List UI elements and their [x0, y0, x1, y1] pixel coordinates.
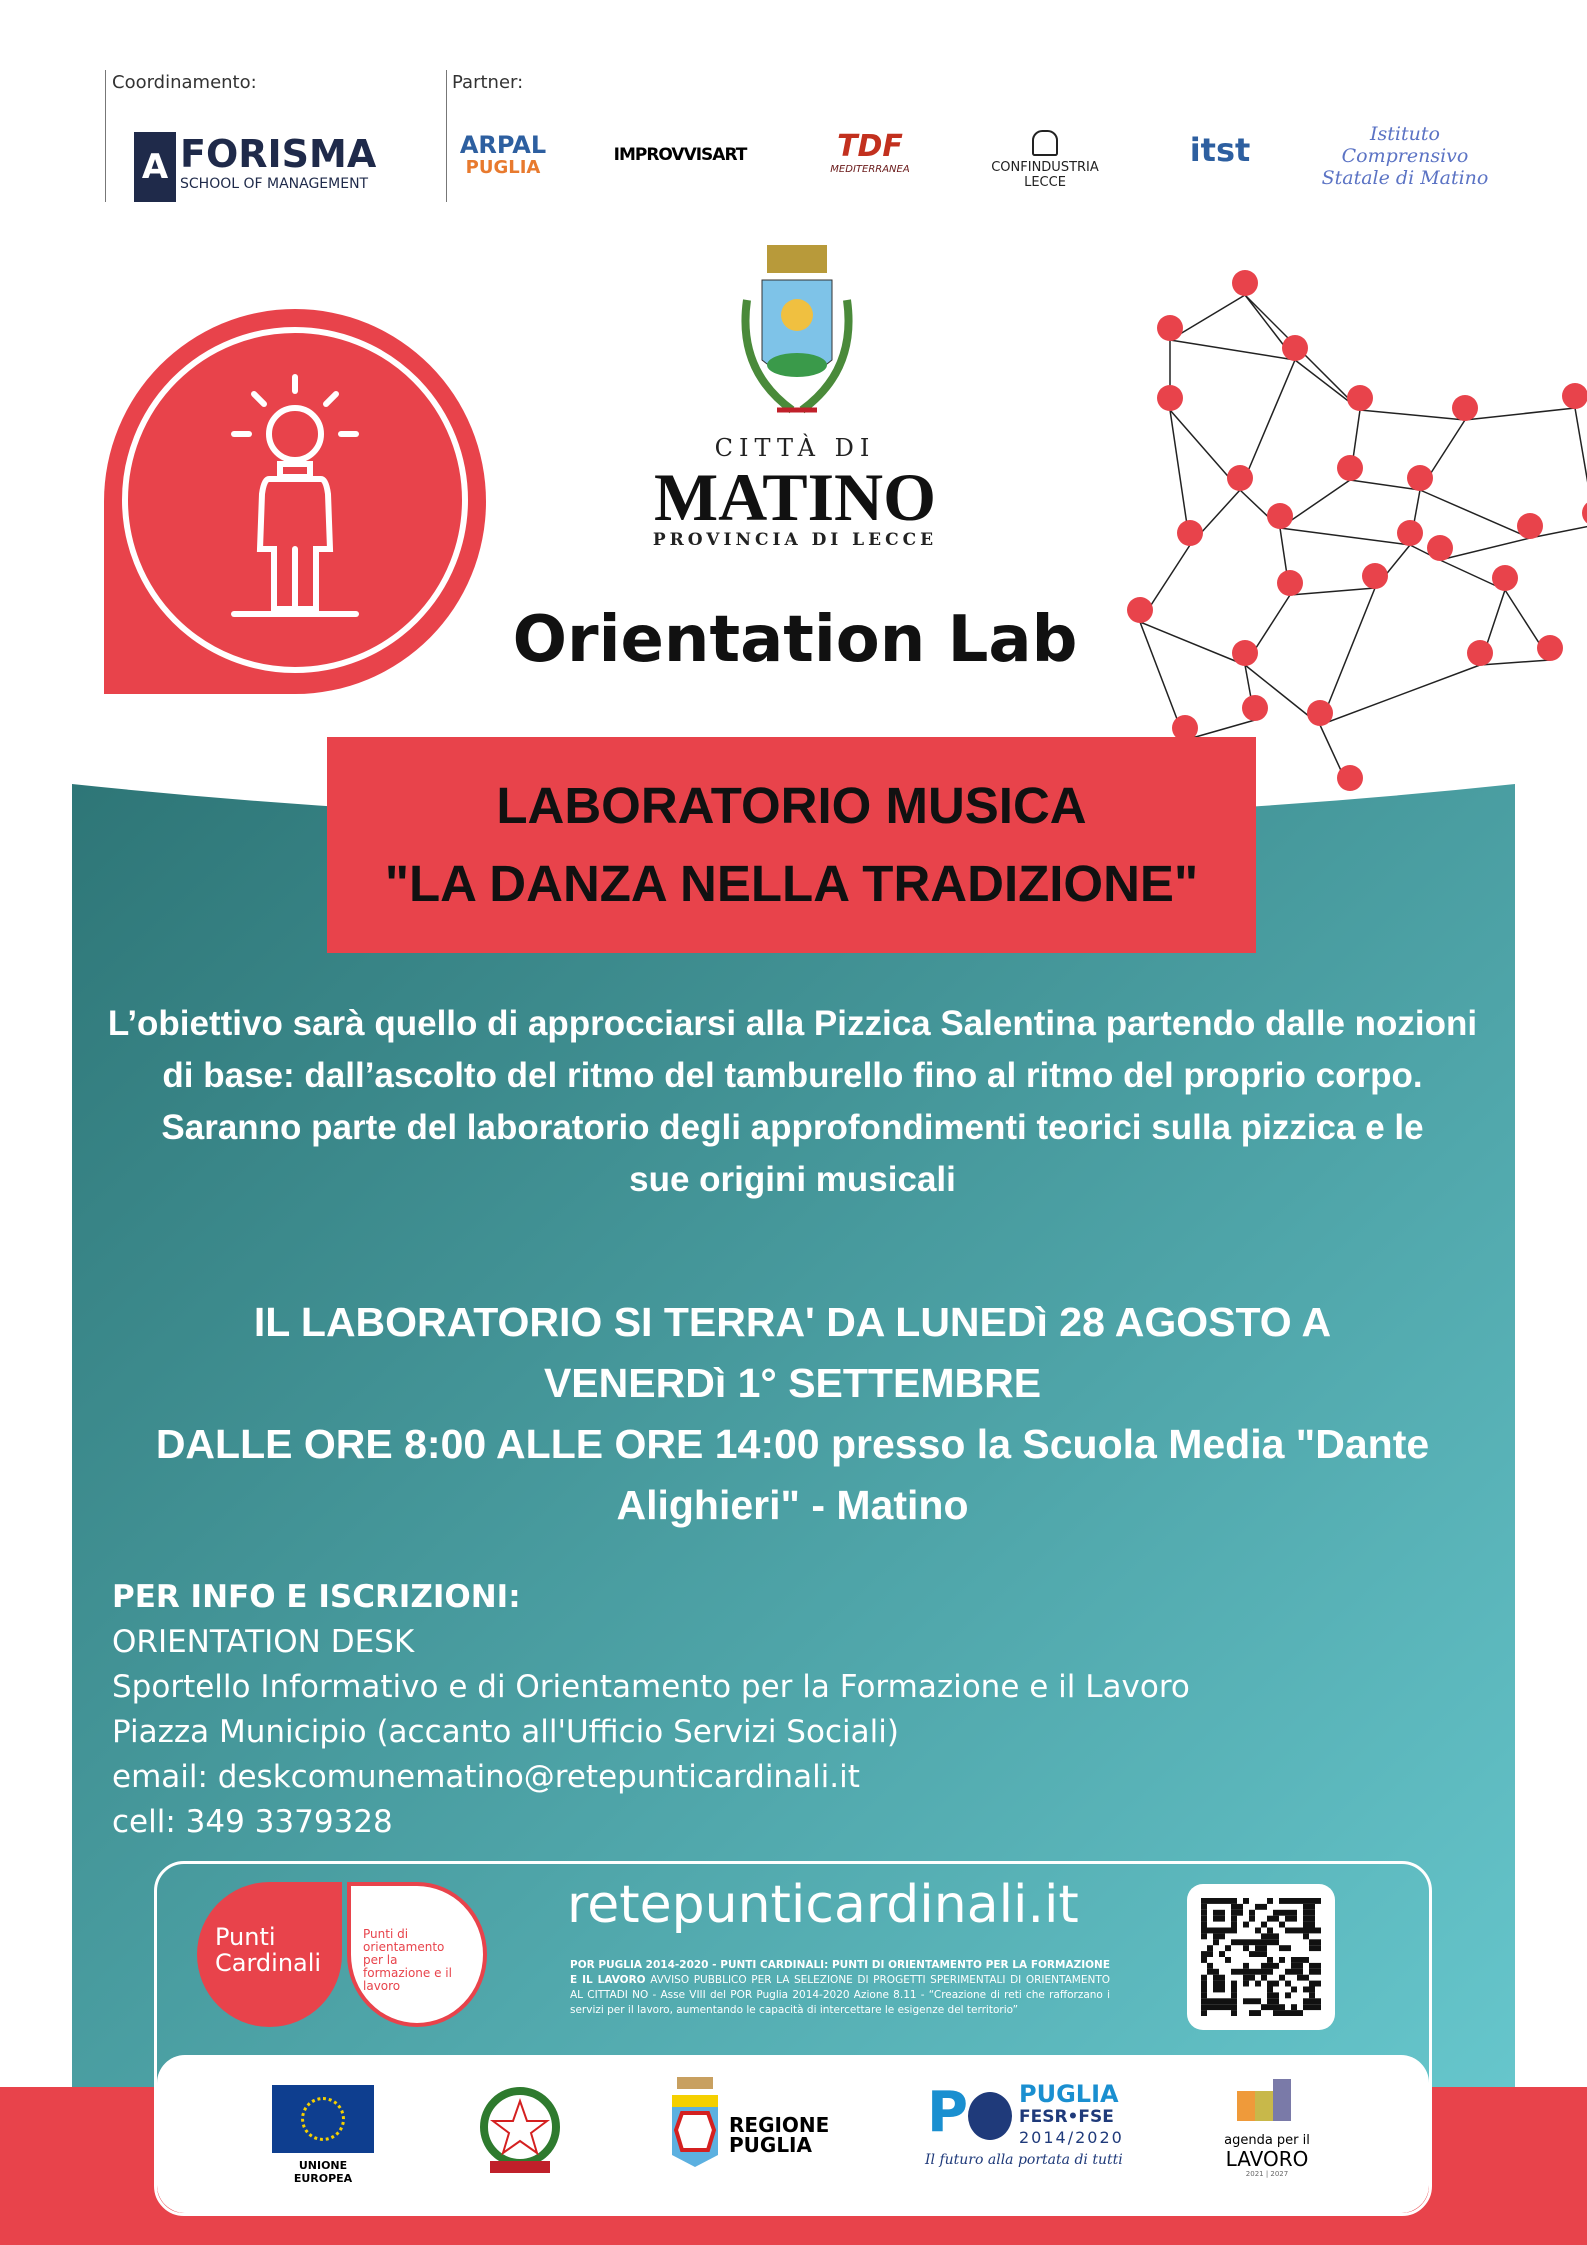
- qr-module: [1261, 1945, 1267, 1951]
- qr-module: [1255, 1981, 1261, 1987]
- network-link: [1170, 340, 1295, 360]
- network-link: [1420, 490, 1530, 538]
- qr-module: [1309, 1922, 1315, 1928]
- event-title-line2: "LA DANZA NELLA TRADIZIONE": [384, 855, 1199, 912]
- qr-module: [1207, 2004, 1213, 2010]
- qr-module: [1249, 1975, 1255, 1981]
- network-pin-icon: [1232, 640, 1258, 666]
- qr-module: [1285, 2010, 1291, 2016]
- qr-module: [1225, 1928, 1231, 1934]
- qr-module: [1213, 1916, 1219, 1922]
- qr-module: [1243, 1939, 1249, 1945]
- qr-module: [1201, 1992, 1207, 1998]
- qr-module: [1225, 1957, 1231, 1963]
- qr-module: [1261, 1939, 1267, 1945]
- qr-module: [1267, 1916, 1273, 1922]
- qr-module: [1231, 2010, 1237, 2016]
- coordination-label: Coordinamento:: [112, 72, 257, 93]
- qr-module: [1213, 2004, 1219, 2010]
- por-years: 2014/2020: [1019, 2128, 1124, 2147]
- qr-module: [1255, 1939, 1261, 1945]
- qr-module: [1279, 1945, 1285, 1951]
- schedule-time-place: DALLE ORE 8:00 ALLE ORE 14:00 presso la Scuola Media "Dante Alighieri" - Matino: [155, 1421, 1430, 1528]
- qr-module: [1297, 2010, 1303, 2016]
- description: [90, 998, 1495, 1206]
- qr-module: [1249, 1939, 1255, 1945]
- por-sub: FESR•FSE: [1019, 2107, 1114, 2127]
- qr-code[interactable]: [1187, 1884, 1335, 2030]
- qr-module: [1303, 1933, 1309, 1939]
- qr-module: [1231, 1910, 1237, 1916]
- network-pin-icon: [1337, 455, 1363, 481]
- qr-module: [1315, 1939, 1321, 1945]
- qr-module: [1219, 1987, 1225, 1993]
- qr-module: [1315, 1963, 1321, 1969]
- qr-module: [1273, 1939, 1279, 1945]
- qr-module: [1291, 1987, 1297, 1993]
- qr-module: [1309, 1981, 1315, 1987]
- qr-module: [1213, 1928, 1219, 1934]
- info-cell: cell: 349 3379328: [112, 1804, 393, 1840]
- qr-module: [1303, 1998, 1309, 2004]
- qr-module: [1249, 1916, 1255, 1922]
- qr-module: [1273, 1992, 1279, 1998]
- info-desk: ORIENTATION DESK: [112, 1624, 415, 1660]
- por-motto: Il futuro alla portata di tutti: [925, 2152, 1123, 2168]
- qr-module: [1279, 2010, 1285, 2016]
- qr-module: [1249, 1910, 1255, 1916]
- qr-module: [1213, 1898, 1219, 1904]
- qr-module: [1237, 1904, 1243, 1910]
- qr-module: [1261, 2004, 1267, 2010]
- qr-module: [1261, 1904, 1267, 1910]
- info-section: [112, 1575, 1190, 1845]
- qr-module: [1225, 1998, 1231, 2004]
- qr-module: [1285, 1981, 1291, 1987]
- qr-module: [1309, 1945, 1315, 1951]
- qr-module: [1207, 1928, 1213, 1934]
- qr-module: [1231, 1904, 1237, 1910]
- punti-cardinali-logo: Punti Cardinali: [197, 1882, 342, 2027]
- punti-cardinali-tagline: Punti di orientamento per la formazione e il lavoro: [347, 1882, 487, 2027]
- qr-module: [1315, 1928, 1321, 1934]
- qr-module: [1249, 2010, 1255, 2016]
- legal-text: POR PUGLIA 2014-2020 - PUNTI CARDINALI: PUNTI DI ORIENTAMENTO PER LA FORMAZIONE E IL LAVORO AVVISO PUBBLICO PER LA SELEZIONE DI PROGETTI SPERIMENTALI DI ORIENTAMENTO AL CITTADI NO - Asse VIII del POR Puglia 2014-2020 Azione 8.11 - “Creazione di reti che rafforzano i servizi per il lavoro, aumentando le capacità di intercettare le esigenze del territorio”: [570, 1959, 1110, 2016]
- network-pin-icon: [1227, 465, 1253, 491]
- qr-module: [1285, 1928, 1291, 1934]
- qr-module: [1213, 1981, 1219, 1987]
- qr-module: [1315, 1998, 1321, 2004]
- qr-module: [1219, 1916, 1225, 1922]
- qr-module: [1291, 1928, 1297, 1934]
- qr-module: [1291, 2004, 1297, 2010]
- qr-module: [1243, 1998, 1249, 2004]
- qr-module: [1303, 2004, 1309, 2010]
- schedule-dates: IL LABORATORIO SI TERRA' DA LUNEDì 28 AGOSTO A VENERDì 1° SETTEMBRE: [253, 1299, 1332, 1406]
- qr-module: [1291, 1916, 1297, 1922]
- qr-module: [1249, 1969, 1255, 1975]
- qr-module: [1213, 1998, 1219, 2004]
- improvvisart-logo: IMPROVVISART: [613, 145, 747, 165]
- qr-module: [1267, 1933, 1273, 1939]
- network-pin-icon: [1127, 597, 1153, 623]
- network-pin-icon: [1582, 500, 1587, 526]
- qr-module: [1219, 1933, 1225, 1939]
- qr-module: [1279, 2004, 1285, 2010]
- qr-module: [1285, 1969, 1291, 1975]
- qr-module: [1201, 2004, 1207, 2010]
- qr-module: [1237, 1969, 1243, 1975]
- eu-flag-icon: [272, 2085, 374, 2153]
- town-label: CITTÀ DI: [714, 434, 876, 462]
- qr-module: [1303, 1904, 1309, 1910]
- qr-module: [1231, 1969, 1237, 1975]
- network-link: [1290, 588, 1375, 595]
- network-pin-icon: [1242, 695, 1268, 721]
- qr-module: [1219, 1951, 1225, 1957]
- network-pin-icon: [1492, 565, 1518, 591]
- qr-module: [1219, 1975, 1225, 1981]
- qr-module: [1267, 2004, 1273, 2010]
- aforisma-logo: A FORISMA SCHOOL OF MANAGEMENT: [134, 132, 376, 202]
- qr-module: [1207, 1998, 1213, 2004]
- qr-module: [1255, 1945, 1261, 1951]
- network-link: [1320, 665, 1480, 725]
- qr-module: [1219, 1910, 1225, 1916]
- network-pin-icon: [1407, 465, 1433, 491]
- regione-puglia-label: REGIONE PUGLIA: [729, 2113, 830, 2157]
- qr-module: [1213, 1933, 1219, 1939]
- qr-module: [1273, 1910, 1279, 1916]
- qr-module: [1297, 1975, 1303, 1981]
- info-heading: PER INFO E ISCRIZIONI:: [112, 1579, 521, 1615]
- qr-module: [1273, 2004, 1279, 2010]
- qr-module: [1267, 1981, 1273, 1987]
- qr-module: [1309, 1992, 1315, 1998]
- qr-module: [1213, 1939, 1219, 1945]
- qr-module: [1309, 1987, 1315, 1993]
- qr-module: [1231, 1998, 1237, 2004]
- qr-module: [1309, 1939, 1315, 1945]
- qr-module: [1231, 1939, 1237, 1945]
- qr-module: [1201, 1957, 1207, 1963]
- network-pin-icon: [1157, 315, 1183, 341]
- qr-module: [1261, 1933, 1267, 1939]
- itst-logo: itst: [1189, 131, 1251, 169]
- qr-module: [1285, 1898, 1291, 1904]
- qr-module: [1303, 1922, 1309, 1928]
- network-pin-icon: [1307, 700, 1333, 726]
- por-title: PUGLIA: [1019, 2080, 1119, 2108]
- qr-module: [1231, 1898, 1237, 1904]
- agenda-lavoro-icon: [1237, 2079, 1295, 2129]
- network-pin-icon: [1427, 535, 1453, 561]
- event-title-box: [327, 737, 1256, 953]
- network-link: [1465, 408, 1575, 420]
- qr-module: [1315, 1981, 1321, 1987]
- qr-module: [1219, 1928, 1225, 1934]
- network-pin-icon: [1452, 395, 1478, 421]
- qr-module: [1255, 1969, 1261, 1975]
- qr-module: [1267, 1987, 1273, 1993]
- lab-title: Orientation Lab: [512, 603, 1078, 677]
- qr-module: [1267, 1957, 1273, 1963]
- qr-module: [1243, 1898, 1249, 1904]
- qr-module: [1207, 1963, 1213, 1969]
- qr-module: [1231, 1916, 1237, 1922]
- qr-module: [1267, 1969, 1273, 1975]
- qr-module: [1309, 1898, 1315, 1904]
- qr-module: [1201, 1922, 1207, 1928]
- qr-module: [1231, 1922, 1237, 1928]
- qr-module: [1243, 1963, 1249, 1969]
- network-pin-icon: [1537, 635, 1563, 661]
- qr-module: [1267, 1998, 1273, 2004]
- network-link: [1360, 410, 1465, 420]
- qr-module: [1267, 1928, 1273, 1934]
- qr-module: [1309, 1910, 1315, 1916]
- qr-module: [1303, 1916, 1309, 1922]
- qr-module: [1279, 1910, 1285, 1916]
- qr-module: [1213, 1910, 1219, 1916]
- network-pin-icon: [1337, 765, 1363, 791]
- qr-module: [1261, 1963, 1267, 1969]
- event-title-line1: LABORATORIO MUSICA: [496, 777, 1087, 834]
- qr-module: [1291, 1898, 1297, 1904]
- qr-module: [1273, 1933, 1279, 1939]
- province-label: PROVINCIA DI LECCE: [652, 530, 938, 550]
- network-pin-icon: [1277, 570, 1303, 596]
- qr-module: [1243, 1981, 1249, 1987]
- network-link: [1140, 622, 1245, 665]
- qr-module: [1225, 1945, 1231, 1951]
- qr-module: [1219, 1998, 1225, 2004]
- qr-module: [1201, 1904, 1207, 1910]
- qr-module: [1213, 1987, 1219, 1993]
- qr-module: [1207, 1969, 1213, 1975]
- arpal-logo: ARPAL PUGLIA: [459, 130, 547, 178]
- qr-module: [1231, 1981, 1237, 1987]
- qr-module: [1309, 1998, 1315, 2004]
- qr-module: [1201, 1916, 1207, 1922]
- regione-puglia-crest-icon: [667, 2075, 723, 2170]
- qr-module: [1201, 1981, 1207, 1987]
- qr-module: [1201, 1987, 1207, 1993]
- por-logo-icon: P: [927, 2085, 1012, 2141]
- qr-module: [1291, 1910, 1297, 1916]
- qr-module: [1303, 1898, 1309, 1904]
- qr-module: [1273, 2010, 1279, 2016]
- qr-module: [1201, 1928, 1207, 1934]
- qr-module: [1279, 1898, 1285, 1904]
- qr-module: [1201, 1975, 1207, 1981]
- qr-module: [1255, 1928, 1261, 1934]
- qr-module: [1303, 1928, 1309, 1934]
- qr-module: [1285, 1992, 1291, 1998]
- tdf-logo: TDF MEDITERRANEA: [830, 129, 910, 175]
- qr-module: [1201, 1933, 1207, 1939]
- network-graphic: [1110, 270, 1587, 810]
- qr-module: [1201, 1910, 1207, 1916]
- qr-module: [1267, 1939, 1273, 1945]
- qr-module: [1273, 1963, 1279, 1969]
- network-pin-icon: [1562, 383, 1587, 409]
- qr-module: [1291, 1957, 1297, 1963]
- description-p1: L’obiettivo sarà quello di approcciarsi alla Pizzica Salentina partendo dalle nozioni di base: dall’ascolto del ritmo del tamburello fino al ritmo del proprio corpo.: [107, 1004, 1478, 1095]
- qr-module: [1243, 1975, 1249, 1981]
- info-office: Sportello Informativo e di Orientamento per la Formazione e il Lavoro: [112, 1669, 1190, 1705]
- qr-module: [1231, 1987, 1237, 1993]
- website-link[interactable]: retepunticardinali.it: [567, 1875, 1079, 1935]
- qr-module: [1285, 1945, 1291, 1951]
- qr-module: [1219, 1981, 1225, 1987]
- qr-module: [1291, 1963, 1297, 1969]
- qr-module: [1207, 1898, 1213, 1904]
- qr-module: [1309, 1963, 1315, 1969]
- qr-module: [1201, 1898, 1207, 1904]
- qr-module: [1309, 1969, 1315, 1975]
- town-name: MATINO: [653, 459, 937, 535]
- network-pin-icon: [1157, 385, 1183, 411]
- qr-module: [1315, 1945, 1321, 1951]
- qr-module: [1225, 2004, 1231, 2010]
- qr-module: [1231, 2004, 1237, 2010]
- qr-module: [1309, 1916, 1315, 1922]
- qr-module: [1273, 1981, 1279, 1987]
- qr-module: [1255, 1998, 1261, 2004]
- qr-module: [1303, 1975, 1309, 1981]
- qr-module: [1249, 1998, 1255, 2004]
- network-pin-icon: [1177, 520, 1203, 546]
- qr-module: [1273, 1916, 1279, 1922]
- footer-box: [154, 1861, 1432, 2216]
- qr-module: [1201, 1951, 1207, 1957]
- info-address: Piazza Municipio (accanto all'Ufficio Servizi Sociali): [112, 1714, 899, 1750]
- qr-module: [1273, 1998, 1279, 2004]
- qr-module: [1267, 1992, 1273, 1998]
- qr-module: [1297, 1898, 1303, 1904]
- qr-module: [1297, 1963, 1303, 1969]
- qr-module: [1237, 1910, 1243, 1916]
- description-p2: Saranno parte del laboratorio degli approfondimenti teorici sulla pizzica e le sue origini musicali: [161, 1108, 1424, 1199]
- qr-module: [1297, 1957, 1303, 1963]
- qr-module: [1291, 1969, 1297, 1975]
- qr-module: [1315, 1969, 1321, 1975]
- qr-module: [1309, 1904, 1315, 1910]
- qr-module: [1303, 1957, 1309, 1963]
- qr-module: [1279, 1975, 1285, 1981]
- network-pin-icon: [1362, 563, 1388, 589]
- qr-module: [1219, 2004, 1225, 2010]
- qr-module: [1255, 1951, 1261, 1957]
- network-pin-icon: [1467, 640, 1493, 666]
- qr-module: [1207, 1945, 1213, 1951]
- qr-module: [1261, 1975, 1267, 1981]
- qr-module: [1261, 1969, 1267, 1975]
- network-pin-icon: [1397, 520, 1423, 546]
- qr-module: [1309, 2004, 1315, 2010]
- qr-module: [1309, 1928, 1315, 1934]
- network-link: [1480, 660, 1550, 665]
- qr-module: [1261, 1922, 1267, 1928]
- qr-module: [1285, 1916, 1291, 1922]
- agenda-lavoro-label: agenda per il LAVORO 2021 | 2027: [1224, 2133, 1310, 2178]
- qr-module: [1225, 1898, 1231, 1904]
- partner-label: Partner:: [452, 72, 524, 93]
- qr-module: [1201, 1998, 1207, 2004]
- qr-module: [1267, 1898, 1273, 1904]
- qr-module: [1303, 1987, 1309, 1993]
- network-link: [1440, 538, 1530, 560]
- qr-module: [1267, 1963, 1273, 1969]
- network-link: [1280, 528, 1410, 545]
- qr-module: [1297, 1928, 1303, 1934]
- istituto-logo: Istituto Comprensivo Statale di Matino: [1321, 123, 1489, 189]
- network-pin-icon: [1232, 270, 1258, 296]
- network-pin-icon: [1282, 335, 1308, 361]
- qr-module: [1285, 1910, 1291, 1916]
- qr-module: [1243, 1945, 1249, 1951]
- qr-module: [1213, 1975, 1219, 1981]
- info-email[interactable]: email: deskcomunematino@retepunticardinali.it: [112, 1759, 860, 1795]
- funding-logos: [157, 2055, 1429, 2213]
- schedule: [90, 1292, 1495, 1536]
- qr-module: [1261, 1951, 1267, 1957]
- qr-module: [1255, 1904, 1261, 1910]
- qr-module: [1231, 1928, 1237, 1934]
- qr-module: [1255, 2010, 1261, 2016]
- qr-module: [1279, 1957, 1285, 1963]
- qr-module: [1243, 1969, 1249, 1975]
- qr-module: [1315, 2004, 1321, 2010]
- qr-module: [1231, 1992, 1237, 1998]
- qr-module: [1315, 1898, 1321, 1904]
- qr-module: [1297, 1969, 1303, 1975]
- qr-module: [1243, 1922, 1249, 1928]
- italian-republic-emblem-icon: [475, 2079, 565, 2179]
- qr-module: [1303, 1910, 1309, 1916]
- qr-module: [1201, 2010, 1207, 2016]
- qr-module: [1207, 1951, 1213, 1957]
- qr-module: [1219, 1898, 1225, 1904]
- qr-module: [1237, 1939, 1243, 1945]
- qr-module: [1249, 1951, 1255, 1957]
- network-pin-icon: [1267, 503, 1293, 529]
- qr-module: [1291, 2010, 1297, 2016]
- qr-module: [1279, 1922, 1285, 1928]
- network-pin-icon: [1517, 513, 1543, 539]
- qr-code-icon: [1201, 1898, 1321, 2016]
- eu-label: UNIONE EUROPEA: [293, 2159, 353, 2185]
- network-pin-icon: [1347, 385, 1373, 411]
- qr-module: [1213, 1969, 1219, 1975]
- confindustria-logo: CONFINDUSTRIA LECCE: [970, 130, 1120, 190]
